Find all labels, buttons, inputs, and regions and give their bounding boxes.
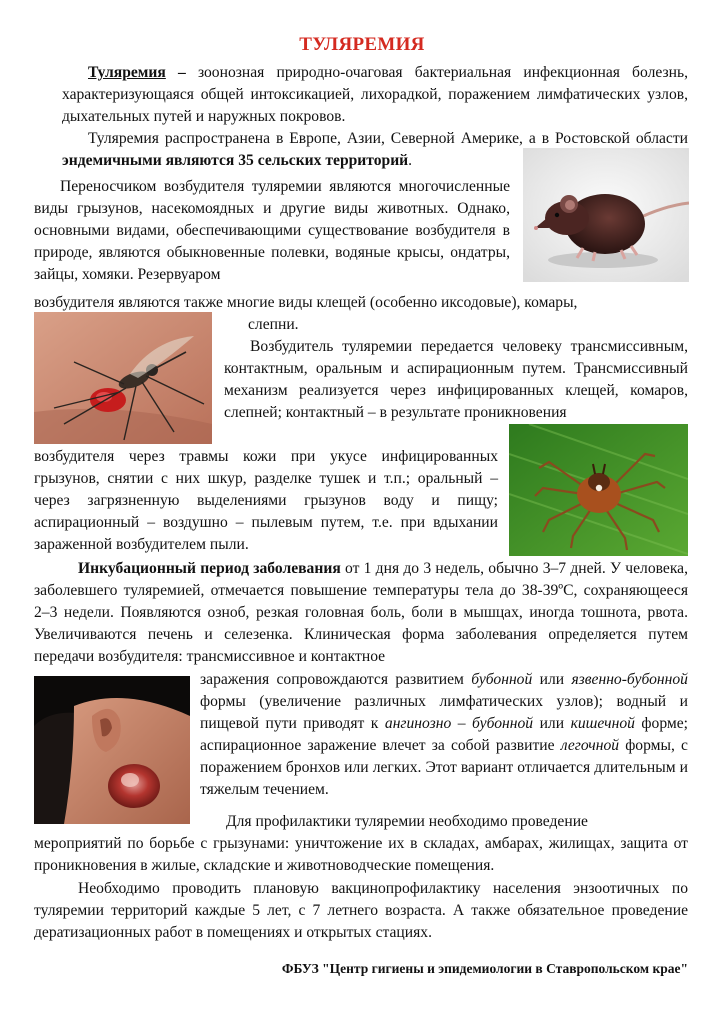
tick-photo xyxy=(509,424,688,556)
definition-text: зоонозная природно-очаговая бактериальная инфекционная болезнь, характеризующаяся общей интоксикацией, лихорадкой, поражением лимфатических узлов, дыхательных путей и наружных покровов. xyxy=(62,64,688,125)
form-bubonic: бубонной xyxy=(471,671,533,688)
footer-organization: ФБУЗ "Центр гигиены и эпидемиологии в Ставропольском крае" xyxy=(281,961,688,976)
clinical-forms-paragraph xyxy=(200,669,688,801)
transmission-text-cont: возбудителя через травмы кожи при укусе инфицированных грызунов, снятии с них шкур, разделке тушек и т.п.; оральный – через загрязненную выделениями грызунов воду и пищу; аспирационный – воздушно – пылевым путем, т.е. при вдыхании зараженной возбудителем пыли. xyxy=(34,448,498,553)
carrier-text-cont: возбудителя являются также многие виды клещей (особенно иксодовые), комары, xyxy=(34,294,578,311)
distribution-end: . xyxy=(408,152,413,169)
incubation-text: от 1 дня до 3 недель, обычно 3–7 дней. У человека, заболевшего туляремией, отмечается повышение температуры тела до 38-39ºС, сохраняющееся 2–3 недели. Появляются озноб, резкая головная боль, боли в мышцах, иногда тошнота, рвота. Увеличиваются печень и селезенка. Клиническая форма заболевания определяется путем передачи возбудителя: трансмиссивное и контактное xyxy=(34,560,688,665)
vaccination-text: Необходимо проводить плановую вакцинопрофилактику населения энзоотичных по туляремии территорий каждые 5 лет, с 7 летнего возраста. А также обязательное проведение дератизационных работ в помещениях и открытых стациях. xyxy=(34,880,688,941)
transmission-continued xyxy=(34,446,498,556)
term-tularemia: Туляремия xyxy=(88,64,166,81)
prevention-paragraph xyxy=(200,811,688,833)
clinical-forms-text: заражения сопровождаются развитием бубонной или язвенно-бубонной формы (увеличение различных лимфатических узлов); водный и пищевой пути приводят к ангинозно – бубонной или кишечной форме; аспирационное заражение влечет за собой развитие легочной формы, с поражением бронхов или легких. Этот вариант отличается длительным и тяжелым течением. xyxy=(200,671,688,798)
form-ulcero-bubonic: язвенно-бубонной xyxy=(571,671,688,688)
rat-photo xyxy=(523,148,689,282)
form-intestinal: кишечной xyxy=(570,715,635,732)
endemic-territories: эндемичными являются 35 сельских территорий xyxy=(62,152,409,169)
term-dash: – xyxy=(165,64,198,81)
vaccination-paragraph xyxy=(34,878,688,944)
bubo-neck-photo xyxy=(34,676,190,824)
carrier-paragraph xyxy=(34,176,510,286)
mosquito-photo xyxy=(34,312,212,444)
page-title: ТУЛЯРЕМИЯ xyxy=(299,34,425,55)
incubation-heading: Инкубационный период заболевания xyxy=(78,560,341,577)
prevention-text: Для профилактики туляремии необходимо проведение xyxy=(226,813,588,830)
prevention-text-cont: мероприятий по борьбе с грызунами: уничтожение их в складах, амбарах, жилищах, защита от проникновения в жилые, складские и животноводческие помещения. xyxy=(34,835,688,874)
carrier-continued xyxy=(34,292,688,314)
definition-paragraph xyxy=(62,62,688,128)
carrier-text-end: слепни. xyxy=(248,316,299,333)
carrier-end xyxy=(248,314,688,336)
incubation-paragraph xyxy=(34,558,688,668)
distribution-text: Туляремия распространена в Европе, Азии, Северной Америке, а в Ростовской области xyxy=(88,130,688,147)
form-anginous-bubonic: ангинозно – бубонной xyxy=(384,715,534,732)
form-pulmonary: легочной xyxy=(560,737,620,754)
prevention-continued xyxy=(34,833,688,877)
carrier-text: Переносчиком возбудителя туляремии являются многочисленные виды грызунов, насекомоядных и другие виды животных. Однако, основными видами, обеспечивающими существование возбудителя в природе, являются обыкновенные полевки, водяные крысы, ондатры, зайцы, хомяки. Резервуаром xyxy=(34,178,510,283)
transmission-text: Возбудитель туляремии передается человеку трансмиссивным, контактным, оральным и аспирационным путем. Трансмиссивный механизм реализуется через инфицированных клещей, комаров, слепней; контактный – в результате проникновения xyxy=(224,338,688,421)
